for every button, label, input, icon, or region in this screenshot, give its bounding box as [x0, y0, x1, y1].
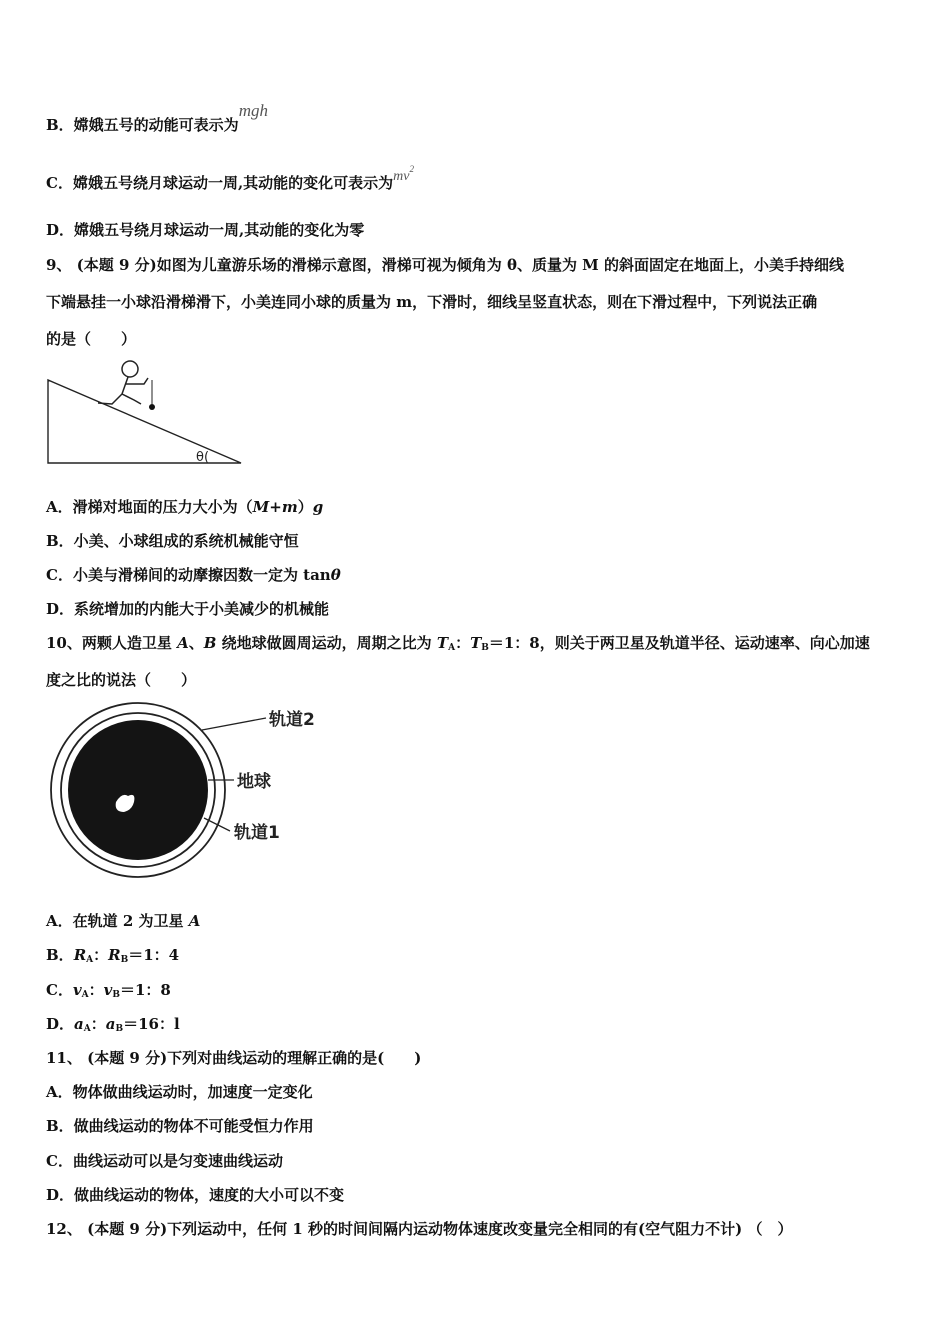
orbit-1-leader [204, 818, 230, 831]
q9-option-d: D．系统增加的内能大于小美减少的机械能 [46, 600, 330, 618]
q11-option-c: C．曲线运动可以是匀变速曲线运动 [46, 1152, 283, 1170]
slide-diagram [44, 358, 246, 468]
q8-option-c [46, 164, 906, 196]
incline-triangle [48, 380, 241, 463]
ball [149, 404, 155, 410]
q10-stem-line-1: 10、两颗人造卫星 A、B 绕地球做圆周运动，周期之比为 $T_A$：$T_B=1$：8，则关于两卫星及轨道半径、运动速率、向心加速 [46, 634, 870, 653]
q8-option-b-formula: mgh [238, 101, 268, 120]
q11-option-b: B．做曲线运动的物体不可能受恒力作用 [46, 1117, 314, 1135]
child-head [122, 361, 138, 377]
q11-option-d: D．做曲线运动的物体，速度的大小可以不变 [46, 1186, 345, 1204]
q9-stem-line-2: 下端悬挂一小球沿滑梯滑下，小美连同小球的质量为 m，下滑时，细线呈竖直状态，则在下滑过程中，下列说法正确 [46, 293, 818, 311]
orbit-2-label: 轨道2 [269, 710, 315, 730]
q10-stem-line-2: 度之比的说法（ ） [46, 671, 197, 689]
q8-option-c-exponent: 2 [409, 164, 414, 174]
child-arm [125, 378, 148, 384]
orbit-diagram [44, 700, 344, 882]
orbit-2-leader [202, 718, 266, 730]
child-body [122, 377, 128, 394]
q10-option-b: B．$R_A$：$R_B=1$：4 [46, 946, 180, 965]
q11-stem: 11、 (本题 9 分)下列对曲线运动的理解正确的是( ) [46, 1049, 422, 1067]
q9-option-a: A．滑梯对地面的压力大小为（M+m）g [46, 498, 324, 516]
q9-option-c: C．小美与滑梯间的动摩擦因数一定为 tanθ [46, 566, 341, 584]
q8-option-d: D．嫦娥五号绕月球运动一周,其动能的变化为零 [46, 221, 365, 239]
q9-stem-line-1: 9、 (本题 9 分)如图为儿童游乐场的滑梯示意图，滑梯可视为倾角为 θ、质量为 M 的斜面固定在地面上，小美手持细线 [46, 256, 845, 274]
q8-option-b [46, 101, 906, 136]
orbit-1-label: 轨道1 [234, 823, 280, 843]
q12-stem: 12、 (本题 9 分)下列运动中，任何 1 秒的时间间隔内运动物体速度改变量完全相同的有(空气阻力不计) （ ） [46, 1220, 793, 1238]
earth-disk [68, 720, 208, 860]
q10-option-c: C．$v_A$：$v_B=1$：8 [46, 981, 171, 1000]
child-leg-2 [122, 394, 141, 404]
earth-label: 地球 [237, 772, 271, 792]
angle-theta-label: θ( [196, 450, 210, 465]
q9-stem-line-3: 的是（ ） [46, 330, 137, 348]
q10-option-d: D．$a_A$：$a_B=16$：l [46, 1015, 180, 1034]
q10-option-a: A．在轨道 2 为卫星 A [46, 912, 201, 930]
q8-option-c-text: C．嫦娥五号绕月球运动一周,其动能的变化可表示为 [46, 174, 394, 192]
q9-option-b: B．小美、小球组成的系统机械能守恒 [46, 532, 299, 550]
q8-option-c-formula: mv [393, 169, 410, 184]
q8-option-b-text: B．嫦娥五号的动能可表示为 [46, 116, 239, 134]
q11-option-a: A．物体做曲线运动时，加速度一定变化 [46, 1083, 313, 1101]
